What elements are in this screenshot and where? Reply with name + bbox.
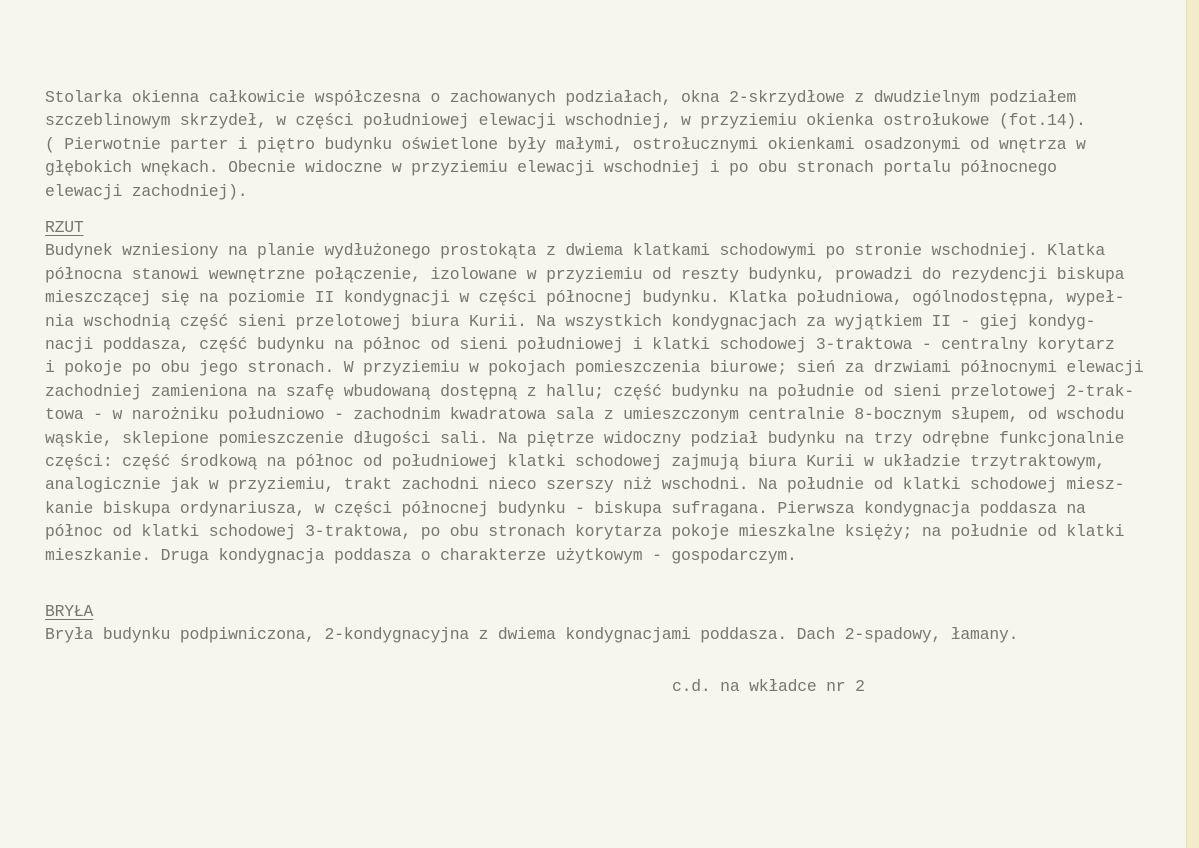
text-line: nacji poddasza, część budynku na północ od sieni południowej i klatki schodowej 3-traktowa - centralny korytarz — [45, 335, 1115, 355]
text-line: północ od klatki schodowej 3-traktowa, po obu stronach korytarza pokoje mieszkalne księży; na południe od klatki — [45, 522, 1125, 542]
text-line: mieszkanie. Druga kondygnacja poddasza o charakterze użytkowym - gospodarczym. — [45, 545, 797, 565]
text-line: części: część środkową na północ od południowej klatki schodowej zajmują biura Kurii w układzie trzytraktowym, — [45, 452, 1105, 472]
text-line: kanie biskupa ordynariusza, w części północnej budynku - biskupa sufragana. Pierwsza kondygnacja poddasza na — [45, 498, 1086, 518]
text-line: Stolarka okienna całkowicie współczesna o zachowanych podziałach, okna 2-skrzydłowe z dwudzielnym podziałem — [45, 88, 1077, 107]
rzut-section — [45, 216, 1185, 567]
text-line: mieszczącej się na poziomie II kondygnacji w części północnej budynku. Klatka południowa, ogólnodostępna, wypeł- — [45, 288, 1125, 308]
text-line: analogicznie jak w przyziemiu, trakt zachodni nieco szerszy niż wschodni. Na południe od klatki schodowej miesz- — [45, 475, 1125, 495]
continuation-note: c.d. na wkładce nr 2 — [672, 677, 865, 696]
text-line: wąskie, sklepione pomieszczenie długości sali. Na piętrze widoczny podział budynku na trzy odrębne funkcjonalnie — [45, 428, 1125, 448]
text-line: Bryła budynku podpiwniczona, 2-kondygnacyjna z dwiema kondygnacjami poddasza. Dach 2-spadowy, łamany. — [45, 625, 1019, 645]
text-line: towa - w narożniku południowo - zachodnim kwadratowa sala z umieszczonym centralnie 8-bocznym słupem, od wschodu — [45, 405, 1125, 425]
text-line: północna stanowi wewnętrzne połączenie, izolowane w przyziemiu od reszty budynku, prowadzi do rezydencji biskupa — [45, 264, 1125, 284]
text-line: nia wschodnią część sieni przelotowej biura Kurii. Na wszystkich kondygnacjach za wyjątkiem II - giej kondyg- — [45, 311, 1096, 331]
bryla-section — [45, 600, 1185, 647]
intro-paragraph — [45, 86, 1185, 203]
section-heading: RZUT — [45, 218, 84, 237]
text-line: i pokoje po obu jego stronach. W przyziemiu w pokojach pomieszczenia biurowe; sień za drzwiami północnymi elewacji — [45, 358, 1144, 378]
text-line: elewacji zachodniej). — [45, 181, 248, 201]
text-line: Budynek wzniesiony na planie wydłużonego prostokąta z dwiema klatkami schodowymi po stronie wschodniej. Klatka — [45, 241, 1105, 261]
text-line: głębokich wnękach. Obecnie widoczne w przyziemiu elewacji wschodniej i po obu stronach portalu północnego — [45, 158, 1057, 178]
text-line: zachodniej zamieniona na szafę wbudowaną dostępną z hallu; część budynku na południe od sieni przelotowej 2-trak- — [45, 381, 1134, 401]
section-heading: BRYŁA — [45, 602, 94, 621]
text-line: ( Pierwotnie parter i piętro budynku oświetlone były małymi, ostrołucznymi okienkami osadzonymi od wnętrza w — [45, 134, 1086, 154]
page-edge — [1186, 0, 1199, 848]
text-line: szczeblinowym skrzydeł, w części południowej elewacji wschodniej, w przyziemiu okienka ostrołukowe (fot.14). — [45, 111, 1086, 131]
